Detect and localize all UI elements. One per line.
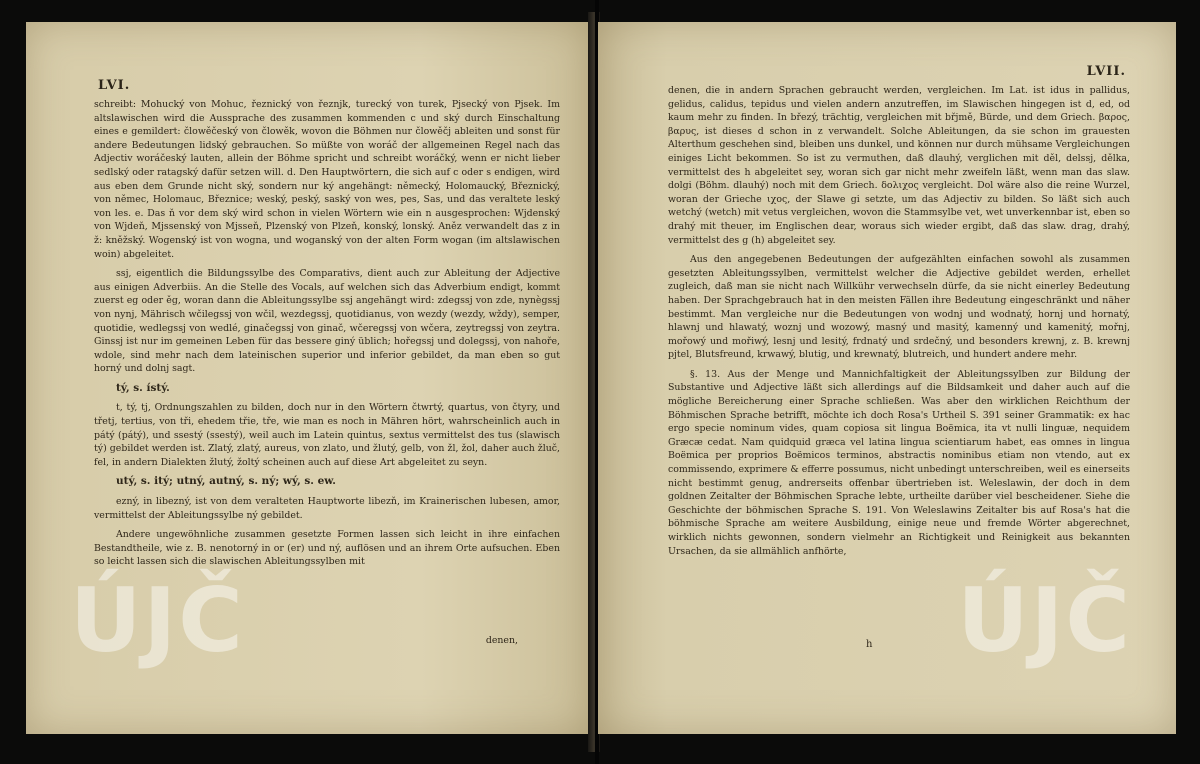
- paragraph: Andere ungewöhnliche zusammen gesetzte Formen lassen sich leicht in ihre einfachen Bestandtheile, wie z. B. nenotorný in or (er) und ný, auflösen und an ihrem Orte aufsuchen. Eben so leicht lassen sich die slawischen Ableitungssylben mit: [94, 529, 560, 568]
- catchword: denen,: [485, 635, 518, 646]
- paragraph: §. 13. Aus der Menge und Mannichfaltigkeit der Ableitungssylben zur Bildung der Substantive und Adjective läßt sich allerdings auf die Bildsamkeit und daher auch auf die mögliche Bereicherung einer Sprache schließen. Was aber den wirklichen Reichthum der Böhmischen Sprache betrifft, möchte ich doch Rosa's Urtheil S. 391 seiner Grammatik: ex hac ergo specie nominum vides, quam copiosa sit lingua Boëmica, ita vt nulli linguæ, nequidem Græcæ cedat. Nam quidquid græca vel latina lingua scientiarum habet, eas omnes in lingua Boëmica per proprios Boëmicos terminos, abstractis nominibus etiam non vtendo, aut ex commissendo, exprimere & efferre possumus, nicht unbedingt unterschreiben, weil es einerseits nicht bestimmt genug, andrerseits offenbar übertrieben ist. Weleslawin, der doch in dem goldnen Zeitalter der Böhmischen Sprache lebte, urtheilte darüber viel bescheidener. Siehe die Geschichte der böhmischen Sprache S. 191. Von Weleslawins Zeitalter bis auf Rosa's hat die böhmische Sprache am weitere Ausbildung, einige neue und fremde Wörter abgerechnet, wirklich nichts gewonnen, sondern vielmehr an Richtigkeit und Reinigkeit aus bekannten Ursachen, da sie allmählich anfhörte,: [668, 368, 1130, 557]
- paragraph: Aus den angegebenen Bedeutungen der aufgezählten einfachen sowohl als zusammen gesetzten Ableitungssylben, vermittelst welcher die Adjective gebildet werden, erhellet zugleich, daß man sie nicht nach Willkühr verwechseln dürfe, da sie nicht einerley Bedeutung haben. Der Sprachgebrauch hat in den meisten Fällen ihre Bedeutung eingeschränkt und näher bestimmt. Man vergleiche nur die Bedeutungen von wodnj und wodnatý, hornj und hornatý, hlawnj und hlawatý, woznj und wozowý, masný und masitý, kamenný und kamenitý, mořnj, mořowý und mořiwý, lesnj und lesitý, frdnatý und srdečný, und besonders krewnj, z. B. krewnj pjtel, Blutsfreund, krwawý, blutig, und krewnatý, blutreich, und hundert andere mehr.: [668, 254, 1130, 361]
- left-page: [26, 22, 590, 734]
- entry-heading: tý, s. ístý.: [116, 381, 170, 394]
- paragraph: ezný, in libezný, ist von dem veralteten Hauptworte libezň, im Krainerischen lubesen, amor, vermittelst der Ableitungssylbe ný gebildet.: [94, 496, 560, 521]
- paragraph: denen, die in andern Sprachen gebraucht werden, vergleichen. Im Lat. ist idus in pallidus, gelidus, calidus, tepidus und vielen andern anzutreffen, im Slawischen hingegen ist d, ed, od kaum mehr zu finden. In březý, trächtig, vergleichen mit břjmě, Bürde, und dem Griech. βαρος, βαρυς, ist dieses d schon in z verwandelt. Solche Ableitungen, da sie schon im grauesten Alterthum geschehen sind, bleiben uns dunkel, und können nur durch mühsame Vergleichungen einiges Licht bekommen. So ist zu vermuthen, daß dlauhý, verglichen mit děl, delssj, dělka, vermittelst des h abgeleitet sey, woran sich gar nicht mehr zweifeln läßt, wenn man das slaw. dolgi (Böhm. dlauhý) noch mit dem Griech. δολιχος vergleicht. Dol wäre also die reine Wurzel, woran der Grieche ιχος, der Slawe gi setzte, um das Adjectiv zu bilden. So läßt sich auch wetchý (wetch) mit vetus vergleichen, wovon die Stammsylbe vet, wet unverkennbar ist, eben so drahý mit theuer, im Englischen dear, woraus sich wieder ergibt, daß das slaw. drag, drahý, vermittelst des g (h) abgeleitet sey.: [668, 85, 1130, 246]
- watermark: ÚJČ: [957, 569, 1132, 672]
- entry-heading: utý, s. itý; utný, autný, s. ný; wý, s. ew.: [116, 475, 336, 488]
- paragraph: schreibt: Mohucký von Mohuc, řeznický von řeznjk, turecký von turek, Pjsecký von Pjsek. Im altslawischen wird die Aussprache des zusammen kommenden c und ský durch Einschaltung eines e gemildert: člowěčeský von člowěk, wovon die Böhmen nur člowěčj ableiten und sonst für andere Bedeutungen lidský gebrauchen. So müßte von woráč der allgemeinen Regel nach das Adjectiv woráčeský lauten, allein der Böhme spricht und schreibt woráčký, wenn er nicht lieber sedlský oder ratagský dafür setzen will. d. Den Hauptwörtern, die sich auf c oder s endigen, wird aus eben dem Grunde nicht ský, sondern nur ký angehängt: německý, Holomaucký, Březnický, von němec, Holomauc, Březnice; weský, peský, saský von wes, pes, Sas, und das veraltete leský von les. e. Das ň vor dem ský wird schon in vielen Wörtern wie ein n ausgesprochen: Wjdenský von Wjdeň, Mjssenský von Mjsseň, Plzenský von Plzeň, konský, lonský. Aněz verwandelt das z in ž: kněžský. Wogenský ist von wogna, und woganský von der alten Form wogan (im altslawischen woin) abgeleitet.: [94, 99, 560, 260]
- watermark: ÚJČ: [70, 569, 245, 672]
- paragraph: ssj, eigentlich die Bildungssylbe des Comparativs, dient auch zur Ableitung der Adjective aus einigen Adverbiis. An die Stelle des Vocals, auf welchen sich das Adverbium endigt, kommt zuerst eg oder ěg, woran dann die Ableitungssylbe ssj angehängt wird: zdegssj von zde, nynègssj von nynj, Mährisch wčilegssj von wčil, wezdegssj, quotidianus, von wezdy (wezdy, wždy), semper, quotidie, wedlegssj von wedlé, ginačegssj von ginač, wčeregssj von wčera, zeytregssj von zeytra. Ginssj ist nur im gemeinen Leben für das bessere giný üblich; hořegssj und dolegssj, von nahoře, wdole, sind mehr nach dem lateinischen superior und inferior gebildet, da man eben so gut horný und dolnj sagt.: [94, 268, 560, 375]
- left-page-text: [94, 98, 560, 575]
- right-page-number: LVII.: [1086, 64, 1126, 79]
- left-page-number: LVI.: [98, 78, 131, 93]
- right-page: [598, 22, 1176, 734]
- right-page-text: [668, 84, 1130, 564]
- paragraph: t, tý, tj, Ordnungszahlen zu bilden, doch nur in den Wörtern čtwrtý, quartus, von čtyry, und třetj, tertius, von tři, ehedem třie, tře, wie man es noch in Mähren hört, wahrscheinlich auch in pátý (pátý), und ssestý (ssestý), weil auch im Latein quintus, sextus vermittelst des tus (slawisch tý) gebildet werden ist. Zlatý, zlatý, aureus, von zlato, und žlutý, gelb, von žl, žol, daher auch žluč, fel, in andern Dialekten žlutý, žoltý scheinen auch auf diese Art abgeleitet zu seyn.: [94, 402, 560, 468]
- signature-mark: h: [866, 639, 873, 650]
